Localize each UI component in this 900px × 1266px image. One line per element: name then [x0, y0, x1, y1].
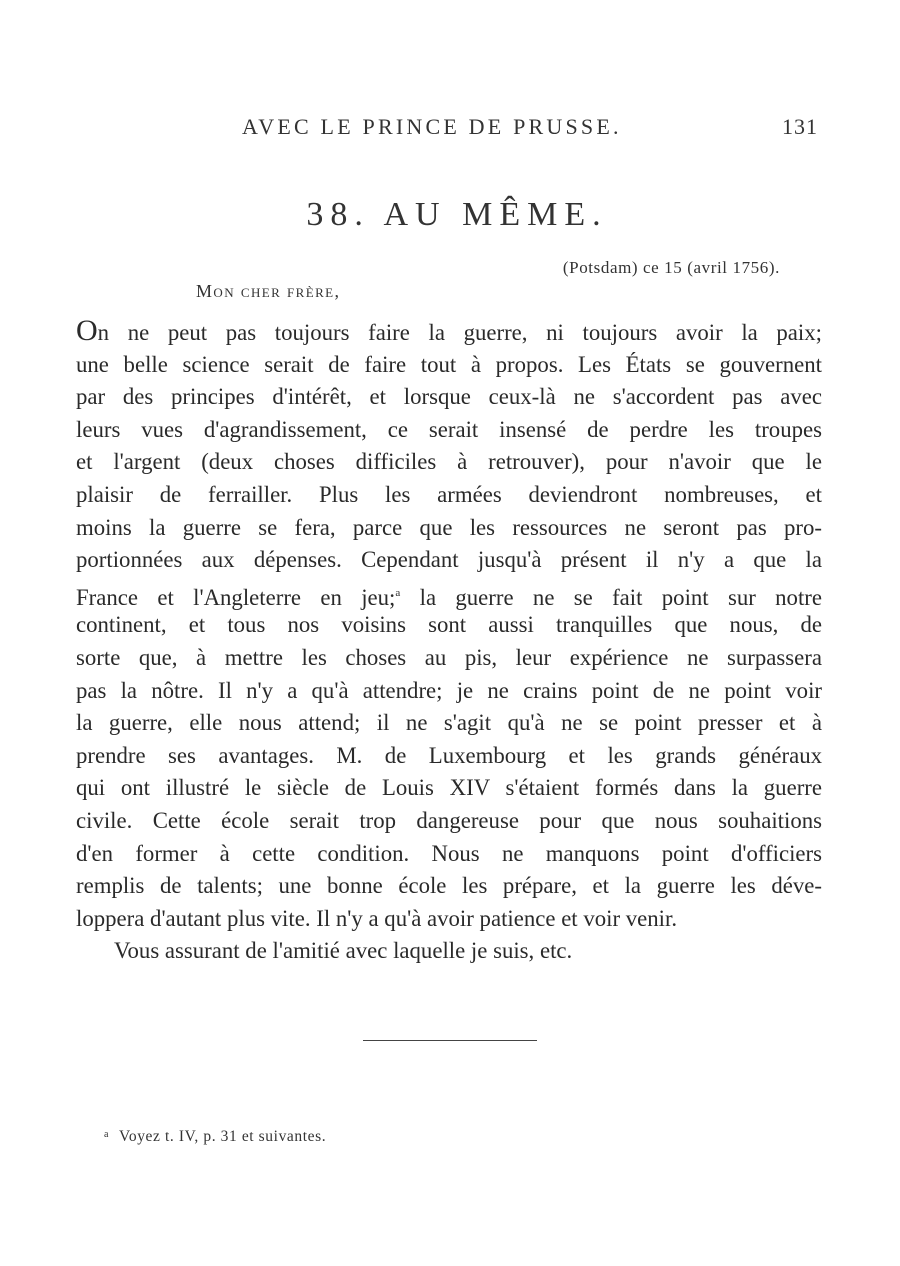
body-line: pas la nôtre. Il n'y a qu'à attendre; je ne crains point de ne point voir — [76, 677, 822, 703]
body-line: prendre ses avantages. M. de Luxembourg et les grands généraux — [76, 742, 822, 768]
letter-body — [76, 316, 822, 968]
letter-title: 38. AU MÊME. — [306, 196, 608, 233]
body-line: loppera d'autant plus vite. Il n'y a qu'à avoir patience et voir venir. — [76, 905, 678, 931]
body-line: la guerre, elle nous attend; il ne s'agit qu'à ne se point presser et à — [76, 710, 822, 736]
drop-cap: O — [76, 314, 98, 347]
footnote-marker[interactable]: a — [395, 586, 401, 599]
body-line: par des principes d'intérêt, et lorsque ceux-là ne s'accordent pas avec — [76, 384, 822, 410]
body-line: qui ont illustré le siècle de Louis XIV s'étaient formés dans la guerre — [76, 775, 822, 801]
footnote-mark: a — [104, 1129, 110, 1140]
body-line — [76, 316, 822, 349]
body-line-text: la guerre ne se fait point sur notre — [400, 584, 822, 610]
body-line: moins la guerre se fera, parce que les ressources ne seront pas pro- — [76, 514, 822, 540]
body-line: d'en former à cette condition. Nous ne manquons point d'officiers — [76, 840, 822, 866]
body-line: civile. Cette école serait trop dangereuse pour que nous souhaitions — [76, 807, 822, 833]
footnote-text: Voyez t. IV, p. 31 et suivantes. — [119, 1128, 327, 1145]
page-number: 131 — [782, 114, 818, 139]
body-line: et l'argent (deux choses difficiles à retrouver), pour n'avoir que le — [76, 449, 822, 475]
footnote — [104, 1128, 326, 1146]
body-line — [76, 577, 822, 610]
body-line-text: France et l'Angleterre en jeu; — [76, 584, 396, 610]
body-line: remplis de talents; une bonne école les prépare, et la guerre les déve- — [76, 873, 822, 899]
body-line: continent, et tous nos voisins sont aussi tranquilles que nous, de — [76, 612, 822, 638]
dateline: (Potsdam) ce 15 (avril 1756). — [562, 258, 780, 277]
running-head — [0, 114, 900, 144]
body-line: plaisir de ferrailler. Plus les armées deviendront nombreuses, et — [76, 481, 822, 507]
body-line: sorte que, à mettre les choses au pis, leur expérience ne surpassera — [76, 644, 822, 670]
section-rule — [363, 1040, 537, 1041]
body-line: une belle science serait de faire tout à propos. Les États se gouvernent — [76, 351, 822, 377]
running-title: AVEC LE PRINCE DE PRUSSE. — [242, 114, 622, 139]
salutation: Mon cher frère, — [196, 281, 341, 301]
body-line-text: n ne peut pas toujours faire la guerre, ni toujours avoir la paix; — [97, 320, 822, 345]
body-line: leurs vues d'agrandissement, ce serait insensé de perdre les troupes — [76, 416, 822, 442]
closing-line: Vous assurant de l'amitié avec laquelle je suis, etc. — [114, 938, 573, 964]
body-line: portionnées aux dépenses. Cependant jusqu'à présent il n'y a que la — [76, 547, 822, 573]
